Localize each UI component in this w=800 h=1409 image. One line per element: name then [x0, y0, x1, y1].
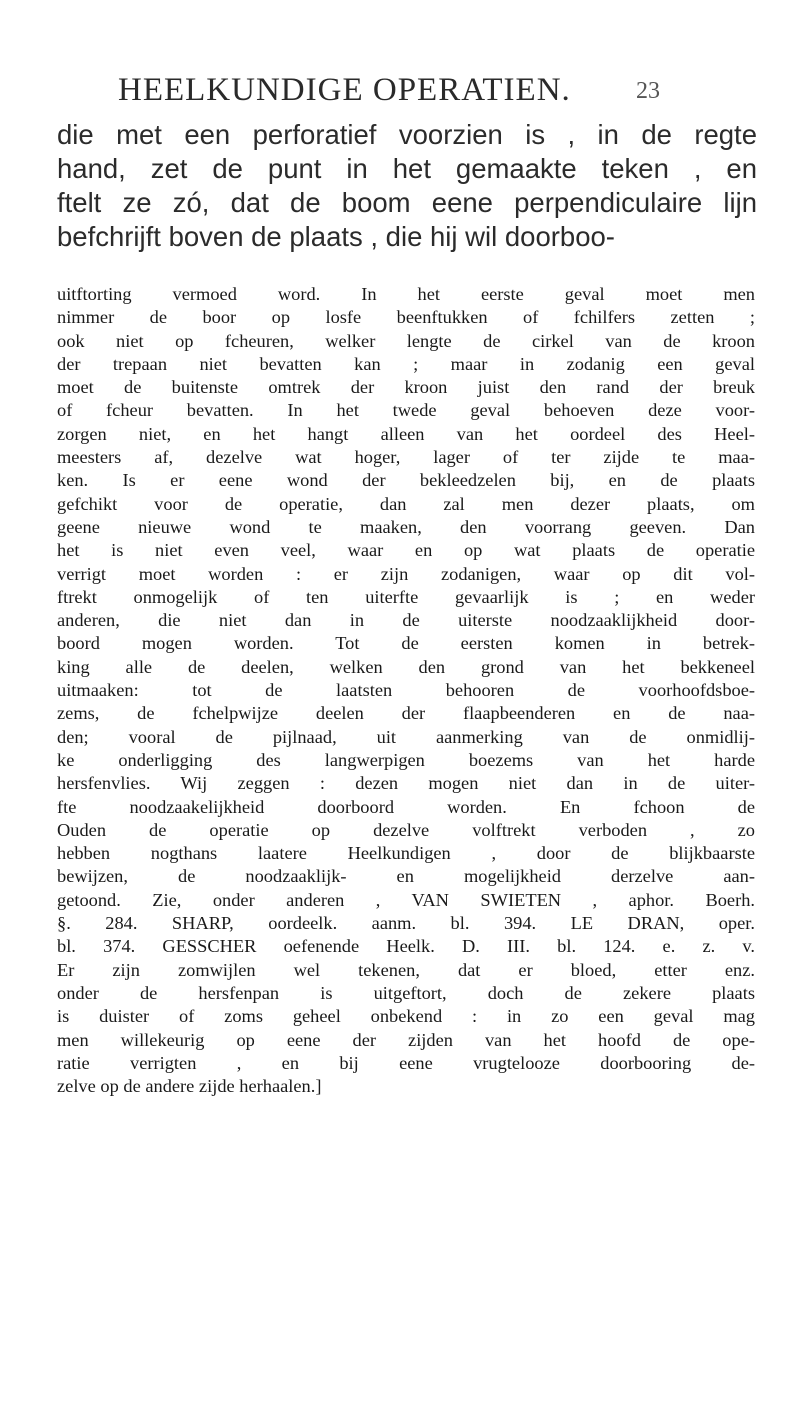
footnote-line: gefchikt voor de operatie, dan zal men dezer plaats, om [57, 493, 755, 514]
footnote-line: onder de hersfenpan is uitgeftort, doch de zekere plaats [57, 982, 755, 1003]
page-number: 23 [636, 78, 660, 104]
footnote-line: ratie verrigten , en bij eene vrugtelooze doorbooring de- [57, 1052, 755, 1073]
footnote-line: nimmer de boor op losfe beenftukken of fchilfers zetten ; [57, 307, 755, 328]
footnote-block [57, 283, 755, 1098]
footnote-line: zems, de fchelpwijze deelen der flaapbeenderen en de naa- [57, 703, 755, 724]
footnote-line: zelve op de andere zijde herhaalen.] [57, 1076, 322, 1097]
footnote-line: den; vooral de pijlnaad, uit aanmerking van de onmidlij- [57, 726, 755, 747]
footnote-line: king alle de deelen, welken den grond van het bekkeneel [57, 656, 755, 677]
footnote-line: bewijzen, de noodzaaklijk- en mogelijkheid derzelve aan- [57, 866, 755, 887]
main-text-block [57, 118, 757, 254]
footnote-line: meesters af, dezelve wat hoger, lager of ter zijde te maa- [57, 447, 755, 468]
footnote-line: ook niet op fcheuren, welker lengte de cirkel van de kroon [57, 330, 755, 351]
running-title: HEELKUNDIGE OPERATIEN. [118, 72, 571, 108]
footnote-line: Er zijn zomwijlen wel tekenen, dat er bloed, etter enz. [57, 959, 755, 980]
footnote-line: uitftorting vermoed word. In het eerste geval moet men [57, 284, 755, 304]
main-text-line: ftelt ze zó, dat de boom eene perpendiculaire lijn [57, 187, 757, 218]
running-head [118, 72, 678, 112]
footnote-line: of fcheur bevatten. In het twede geval behoeven deze voor- [57, 400, 755, 421]
main-text-line: hand, zet de punt in het gemaakte teken , en [57, 153, 757, 184]
footnote-line: ftrekt onmogelijk of ten uiterfte gevaarlijk is ; en weder [57, 586, 755, 607]
footnote-line: anderen, die niet dan in de uiterste noodzaaklijkheid door- [57, 610, 755, 631]
footnote-line: is duister of zoms geheel onbekend : in zo een geval mag [57, 1006, 755, 1027]
footnote-line: geene nieuwe wond te maaken, den voorrang geeven. Dan [57, 516, 755, 537]
main-text-line: befchrijft boven de plaats , die hij wil doorboo- [57, 221, 615, 252]
main-text-line: die met een perforatief voorzien is , in de regte [57, 119, 757, 150]
footnote-line: bl. 374. GESSCHER oefenende Heelk. D. III. bl. 124. e. z. v. [57, 936, 755, 957]
footnote-line: getoond. Zie, onder anderen , VAN SWIETEN , aphor. Boerh. [57, 889, 755, 910]
footnote-line: verrigt moet worden : er zijn zodanigen, waar op dit vol- [57, 563, 755, 584]
footnote-line: Ouden de operatie op dezelve volftrekt verboden , zo [57, 819, 755, 840]
footnote-line: der trepaan niet bevatten kan ; maar in zodanig een geval [57, 353, 755, 374]
footnote-line: ke onderligging des langwerpigen boezems van het harde [57, 749, 755, 770]
footnote-line: fte noodzaakelijkheid doorboord worden. En fchoon de [57, 796, 755, 817]
footnote-line: uitmaaken: tot de laatsten behooren de voorhoofdsboe- [57, 680, 755, 701]
footnote-line: zorgen niet, en het hangt alleen van het oordeel des Heel- [57, 423, 755, 444]
footnote-line: het is niet even veel, waar en op wat plaats de operatie [57, 540, 755, 561]
footnote-line: moet de buitenste omtrek der kroon juist den rand der breuk [57, 377, 755, 398]
footnote-line: hebben nogthans laatere Heelkundigen , door de blijkbaarste [57, 843, 755, 864]
footnote-line: §. 284. SHARP, oordeelk. aanm. bl. 394. LE DRAN, oper. [57, 913, 755, 934]
footnote-line: boord mogen worden. Tot de eersten komen in betrek- [57, 633, 755, 654]
footnote-line: ken. Is er eene wond der bekleedzelen bij, en de plaats [57, 470, 755, 491]
footnote-line: men willekeurig op eene der zijden van het hoofd de ope- [57, 1029, 755, 1050]
footnote-line: hersfenvlies. Wij zeggen : dezen mogen niet dan in de uiter- [57, 773, 755, 794]
